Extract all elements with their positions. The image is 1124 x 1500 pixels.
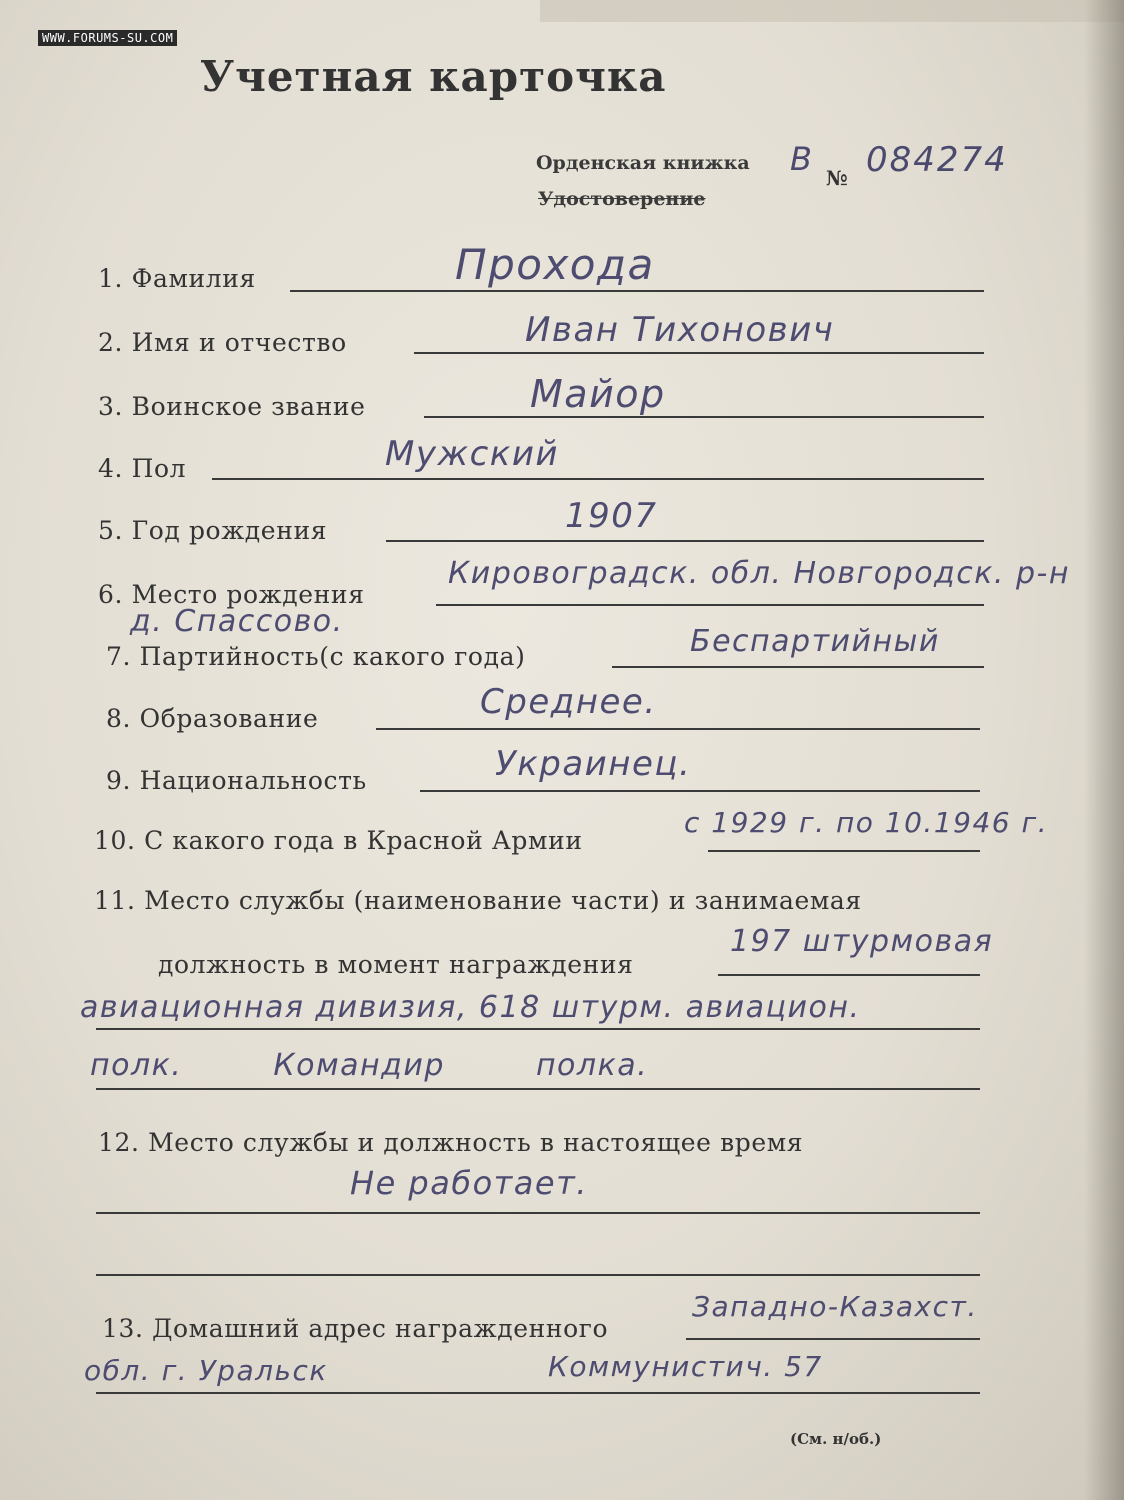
field-name-line [414,352,984,354]
background-card-edge [540,0,1124,22]
order-book-label: Орденская книжка [536,152,750,174]
field-birth-year-label: 5. Год рождения [98,516,328,545]
field-surname-value: Проходa [455,240,655,289]
field-sex-line [212,478,984,480]
field-education-value: Среднее. [480,682,657,722]
field-current-service-label: 12. Место службы и должность в настоящее время [98,1128,804,1157]
field-army-since-label: 10. С какого года в Красной Армии [94,826,583,855]
field-birthplace-label: 6. Место рождения [98,580,365,609]
field-birthplace-value-line2: д. Спассово. [130,604,344,639]
field-nationality-label: 9. Национальность [106,766,367,795]
field-party-line [612,666,984,668]
field-home-address-line [686,1338,980,1340]
field-birthplace-line [436,604,984,606]
watermark: WWW.FORUMS-SU.COM [38,30,177,46]
field-service-place-line3 [96,1088,980,1090]
field-service-place-value-line2: авиационная дивизия, 618 штурм. авиацион. [80,990,861,1025]
field-home-address-label: 13. Домашний адрес награжденного [102,1314,609,1343]
field-education-label: 8. Образование [106,704,319,733]
field-army-since-line [708,850,980,852]
field-home-address-value-line3: Коммунистич. 57 [548,1350,823,1383]
field-surname-line [290,290,984,292]
field-party-value: Беспартийный [690,624,940,659]
field-sex-value: Мужский [385,434,560,474]
field-service-place-label: 11. Место службы (наименование части) и занимаемая [94,886,862,915]
field-army-since-value: с 1929 г. по 10.1946 г. [684,806,1049,839]
field-service-place-label-line2: должность в момент награждения [158,950,634,979]
field-nationality-value: Украинец. [495,744,692,784]
field-sex-label: 4. Пол [98,454,187,483]
field-current-service-line [96,1212,980,1214]
field-rank-label: 3. Воинское звание [98,392,366,421]
field-surname-label: 1. Фамилия [98,264,256,293]
field-rank-value: Майор [530,372,666,416]
field-service-place-value-line3: полк. Командир полка. [90,1048,649,1083]
field-current-service-line2 [96,1274,980,1276]
page-shadow-edge [1084,0,1124,1500]
order-book-number: 084274 [866,140,1008,180]
card-title: Учетная карточка [200,52,667,101]
field-service-place-value: 197 штурмовая [730,924,994,959]
field-nationality-line [420,790,980,792]
order-book-series: В [790,140,812,178]
footer-note: (См. н/об.) [790,1430,882,1448]
order-book-number-prefix: № [826,166,848,190]
field-education-line [376,728,980,730]
field-name-value: Иван Тихонович [525,310,835,350]
field-service-place-line [718,974,980,976]
field-current-service-value: Не работает. [350,1164,588,1202]
field-birth-year-line [386,540,984,542]
field-birth-year-value: 1907 [565,496,658,536]
field-home-address-line2 [96,1392,980,1394]
certificate-label: Удостоверение [538,188,706,210]
field-rank-line [424,416,984,418]
field-birthplace-value: Кировоградск. обл. Новгородск. р-н [448,556,1070,591]
field-service-place-line2 [96,1028,980,1030]
field-name-label: 2. Имя и отчество [98,328,347,357]
field-home-address-value-line2: обл. г. Уральск [84,1354,328,1387]
field-party-label: 7. Партийность(с какого года) [106,642,526,671]
field-home-address-value: Западно-Казахст. [692,1290,978,1323]
